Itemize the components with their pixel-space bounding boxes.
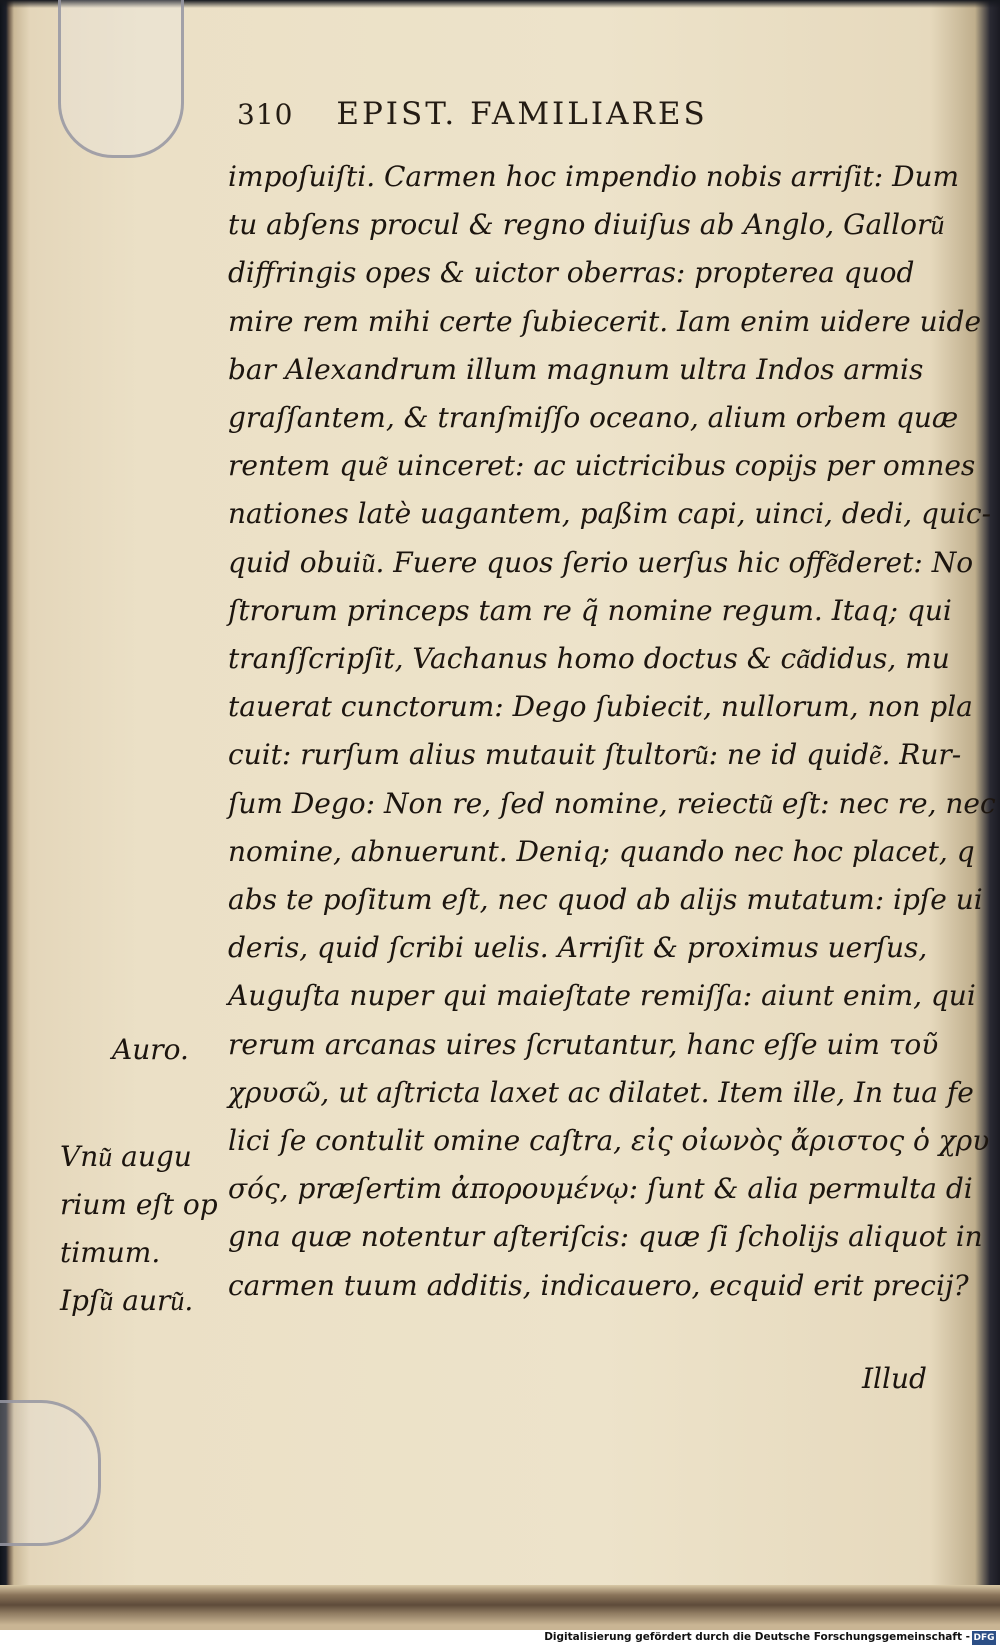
text-line: quid obuiu͂. Fuere quos ſerio uerſus hic offe͂deret: No [228,545,974,579]
marginal-note-augurium: rium eſt op [60,1188,218,1221]
text-line: diffringis opes & uictor oberras: propterea quod [228,256,915,290]
marginal-note-auro: Auro. [112,1033,189,1066]
catchword: Illud [862,1362,927,1395]
text-line: tauerat cunctorum: Dego ſubiecit, nullorum, non pla [228,690,973,724]
text-line: carmen tuum additis, indicauero, ecquid erit precij? [228,1268,969,1302]
text-line: cuit: rurſum alius mutauit ſtultoru͂: ne id quide͂. Rur- [228,738,962,772]
text-line: σός, præſertim ἀπορουμένῳ: ſunt & alia permulta di [228,1172,973,1206]
text-line: bar Alexandrum illum magnum ultra Indos armis [228,352,924,386]
text-line: ſum Dego: Non re, ſed nomine, reiectu͂ eſt: nec re, nec [228,786,996,820]
text-line: tu abſens procul & regno diuiſus ab Anglo, Galloru͂ [228,208,945,242]
page-bottom-edge [0,1585,1000,1630]
dfg-logo: DFG [973,1633,995,1643]
body-text [228,153,996,1310]
marginal-note-ipsum-aurum: Ipſu͂ auru͂. [60,1284,194,1317]
text-line: ſtrorum princeps tam re q̃ nomine regum. Itaq; qui [228,593,952,627]
marginal-note-augurium: Vnu͂ augu [60,1140,192,1173]
glass-clip-top [58,0,184,158]
text-line: impoſuiſti. Carmen hoc impendio nobis arriſit: Dum [228,160,960,193]
text-line: lici ſe contulit omine caſtra, εἰς οἰωνὸς ἄριστος ὁ χρυ [228,1124,990,1158]
text-line: mire rem mihi certe ſubiecerit. Iam enim uidere uide [228,304,982,338]
digitization-credit: Digitalisierung gefördert durch die Deutsche Forschungsgemeinschaft - [544,1631,970,1643]
page-number: 310 [237,98,294,131]
text-line: nomine, abnuerunt. Deniq; quando nec hoc placet, q [228,834,975,868]
glass-clip-bottom [0,1400,101,1546]
running-title: EPIST. FAMILIARES [336,96,708,132]
marginal-note-augurium: timum. [60,1236,161,1269]
text-line: deris, quid ſcribi uelis. Arriſit & proximus uerſus, [228,931,928,965]
text-line: graſſantem, & tranſmiſſo oceano, alium orbem quæ [228,401,959,435]
text-line: abs te poſitum eſt, nec quod ab alijs mutatum: ipſe ui [228,883,983,917]
text-line: rerum arcanas uires ſcrutantur, hanc eſſe uim τοῦ [228,1027,939,1061]
text-line: χρυσῶ, ut aſtricta laxet ac dilatet. Item ille, In tua fe [228,1075,974,1109]
text-line: gna quæ notentur aſteriſcis: quæ ſi ſcholijs aliquot in [228,1220,983,1254]
text-line: Auguſta nuper qui maieſtate remiſſa: aiunt enim, qui [228,979,976,1013]
text-line: rentem que͂ uinceret: ac uictricibus copijs per omnes [228,449,976,483]
running-header [237,96,877,132]
text-line: tranſſcripſit, Vachanus homo doctus & ca͂didus, mu [228,642,950,676]
text-line: nationes latè uagantem, paßim capi, uinci, dedi, quic- [228,497,992,531]
